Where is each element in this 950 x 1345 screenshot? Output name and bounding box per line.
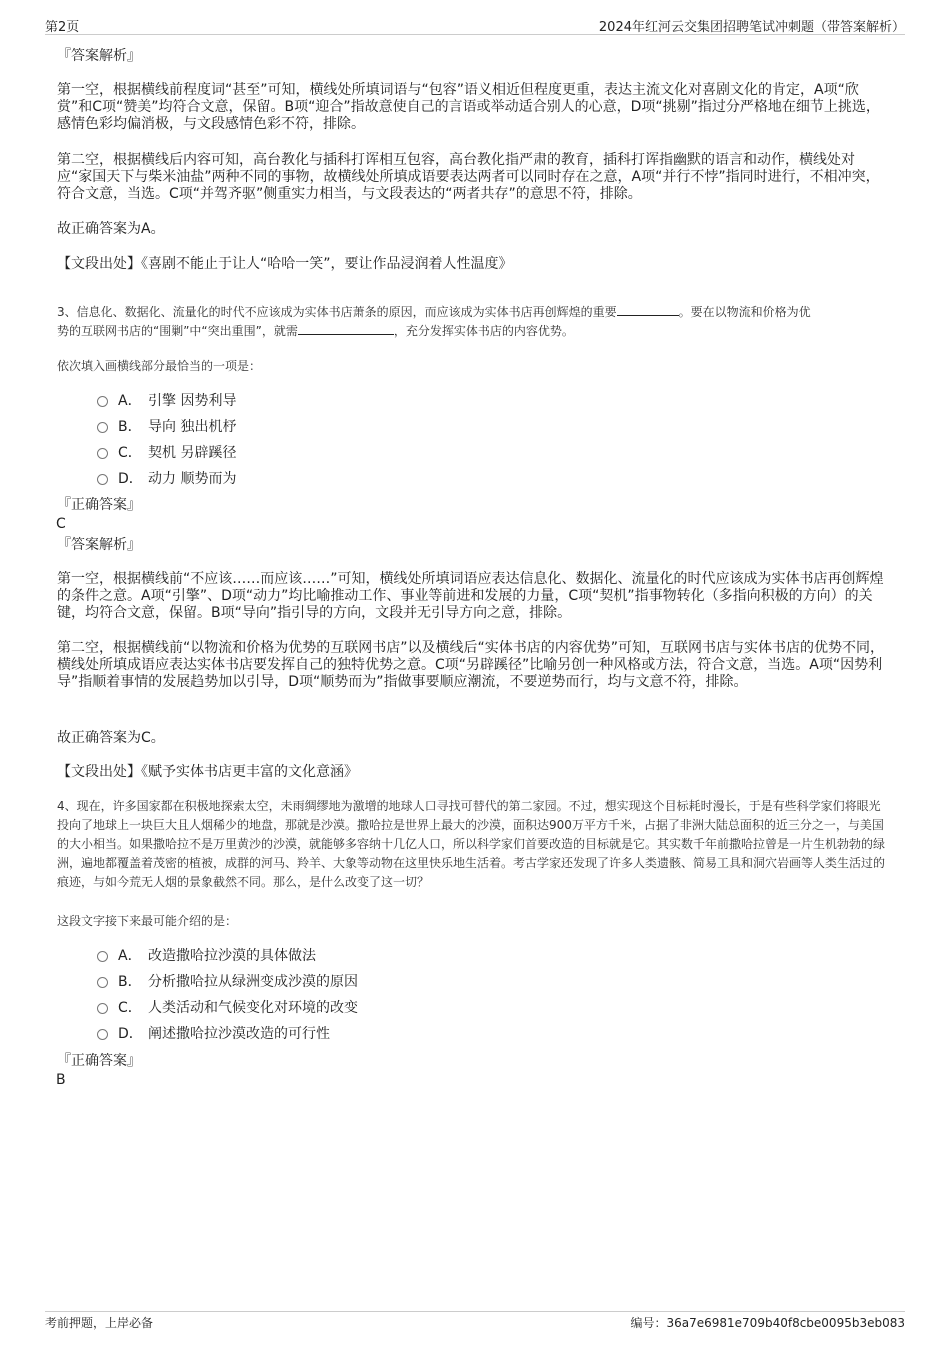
blank-line xyxy=(298,322,394,335)
radio-icon[interactable] xyxy=(97,1029,108,1040)
radio-icon[interactable] xyxy=(97,422,108,433)
blank-line xyxy=(617,303,679,316)
option-d[interactable]: D． 动力 顺势而为 xyxy=(97,466,236,492)
question-prompt: 依次填入画横线部分最恰当的一项是： xyxy=(57,359,262,373)
correct-answer: C xyxy=(56,516,66,532)
option-c[interactable]: C． 契机 另辟蹊径 xyxy=(97,440,236,466)
option-c[interactable]: C． 人类活动和气候变化对环境的改变 xyxy=(97,995,358,1021)
options-list xyxy=(97,388,236,492)
option-a[interactable]: A． 引擎 因势利导 xyxy=(97,388,236,414)
radio-icon[interactable] xyxy=(97,951,108,962)
question-stem: 4、现在，许多国家都在积极地探索太空，未雨绸缪地为激增的地球人口寻找可替代的第二家园。不过，想实现这个目标耗时漫长，于是有些科学家们将眼光投向了地球上一块巨大且人烟稀少的地盘，那就是沙漠。撒哈拉是世界上最大的沙漠，面积达900万平方千米，占据了非洲大陆总面积的近三分之一，与美国的大小相当。如果撒哈拉不是万里黄沙的沙漠，就能够多容纳十几亿人口，所以科学家们首要改造的目标就是它。其实数千年前撒哈拉曾是一片生机勃勃的绿洲，遍地都覆盖着茂密的植被，成群的河马、羚羊、大象等动物在这里快乐地生活着。考古学家还发现了许多人类遗骸、简易工具和洞穴岩画等人类生活过的痕迹，与如今荒无人烟的景象截然不同。那么，是什么改变了这一切？ xyxy=(57,799,886,889)
document-title: 2024年红河云交集团招聘笔试冲刺题（带答案解析） xyxy=(598,20,905,35)
analysis-label: 『答案解析』 xyxy=(57,48,141,64)
question-prompt: 这段文字接下来最可能介绍的是： xyxy=(57,914,238,928)
page-number: 第2页 xyxy=(45,20,80,35)
answer-label: 『正确答案』 xyxy=(57,497,141,513)
radio-icon[interactable] xyxy=(97,448,108,459)
page-header xyxy=(45,14,905,35)
document-id: 编号：36a7e6981e709b40f8cbe0095b3eb083 xyxy=(630,1316,905,1330)
option-a[interactable]: A． 改造撒哈拉沙漠的具体做法 xyxy=(97,943,358,969)
answer-label: 『正确答案』 xyxy=(57,1053,141,1069)
analysis-paragraph: 第二空，根据横线前“以物流和价格为优势的互联网书店”以及横线后“实体书店的内容优势”可知，互联网书店与实体书店的优势不同，横线处所填成语应表达实体书店要发挥自己的独特优势之意。C项“另辟蹊径”比喻另创一种风格或方法，符合文意，当选。A项“因势利导”指顺着事情的发展趋势加以引导，D项“顺势而为”指做事要顺应潮流，不要逆势而行，均与文意不符，排除。 xyxy=(57,640,885,690)
passage-source: 【文段出处】《赋予实体书店更丰富的文化意涵》 xyxy=(57,764,358,780)
correct-answer: B xyxy=(56,1072,66,1088)
radio-icon[interactable] xyxy=(97,1003,108,1014)
option-d[interactable]: D． 阐述撒哈拉沙漠改造的可行性 xyxy=(97,1021,358,1047)
passage-source: 【文段出处】《喜剧不能止于让人“哈哈一笑”，要让作品浸润着人性温度》 xyxy=(57,256,513,272)
options-list xyxy=(97,943,358,1047)
footer-slogan: 考前押题，上岸必备 xyxy=(45,1316,154,1330)
analysis-label: 『答案解析』 xyxy=(57,537,141,553)
radio-icon[interactable] xyxy=(97,977,108,988)
option-b[interactable]: B． 导向 独出机杼 xyxy=(97,414,236,440)
question-stem: 3、信息化、数据化、流量化的时代不应该成为实体书店萧条的原因，而应该成为实体书店再创辉煌的重要 。要在以物流和价格为优 势的互联网书店的“围剿”中“突出重围”，就需 ，充分发挥实体书店的内容优势。 xyxy=(57,305,811,338)
analysis-paragraph: 第一空，根据横线前程度词“甚至”可知，横线处所填词语与“包容”语义相近但程度更重，表达主流文化对喜剧文化的肯定，A项“欣赏”和C项“赞美”均符合文意，保留。B项“迎合”指故意使自己的言语或举动适合别人的心意，D项“挑剔”指过分严格地在细节上挑选，感情色彩均偏消极，与文段感情色彩不符，排除。 xyxy=(57,82,880,132)
radio-icon[interactable] xyxy=(97,474,108,485)
radio-icon[interactable] xyxy=(97,396,108,407)
analysis-paragraph: 第二空，根据横线后内容可知，高台教化与插科打诨相互包容，高台教化指严肃的教育，插科打诨指幽默的语言和动作，横线处对应“家国天下与柴米油盐”两种不同的事物，故横线处所填成语要表达两者可以同时存在之意，A项“并行不悖”指同时进行，不相冲突，符合文意，当选。C项“并驾齐驱”侧重实力相当，与文段表达的“两者共存”的意思不符，排除。 xyxy=(57,152,880,202)
analysis-conclusion: 故正确答案为C。 xyxy=(57,730,165,746)
page-footer xyxy=(45,1311,905,1330)
option-b[interactable]: B． 分析撒哈拉从绿洲变成沙漠的原因 xyxy=(97,969,358,995)
analysis-conclusion: 故正确答案为A。 xyxy=(57,221,165,237)
analysis-paragraph: 第一空，根据横线前“不应该……而应该……”可知，横线处所填词语应表达信息化、数据化、流量化的时代应该成为实体书店再创辉煌的条件之意。A项“引擎”、D项“动力”均比喻推动工作、事业等前进和发展的力量，C项“契机”指事物转化（多指向积极的方向）的关键，均符合文意，保留。B项“导向”指引导的方向，文段并无引导方向之意，排除。 xyxy=(57,571,884,621)
